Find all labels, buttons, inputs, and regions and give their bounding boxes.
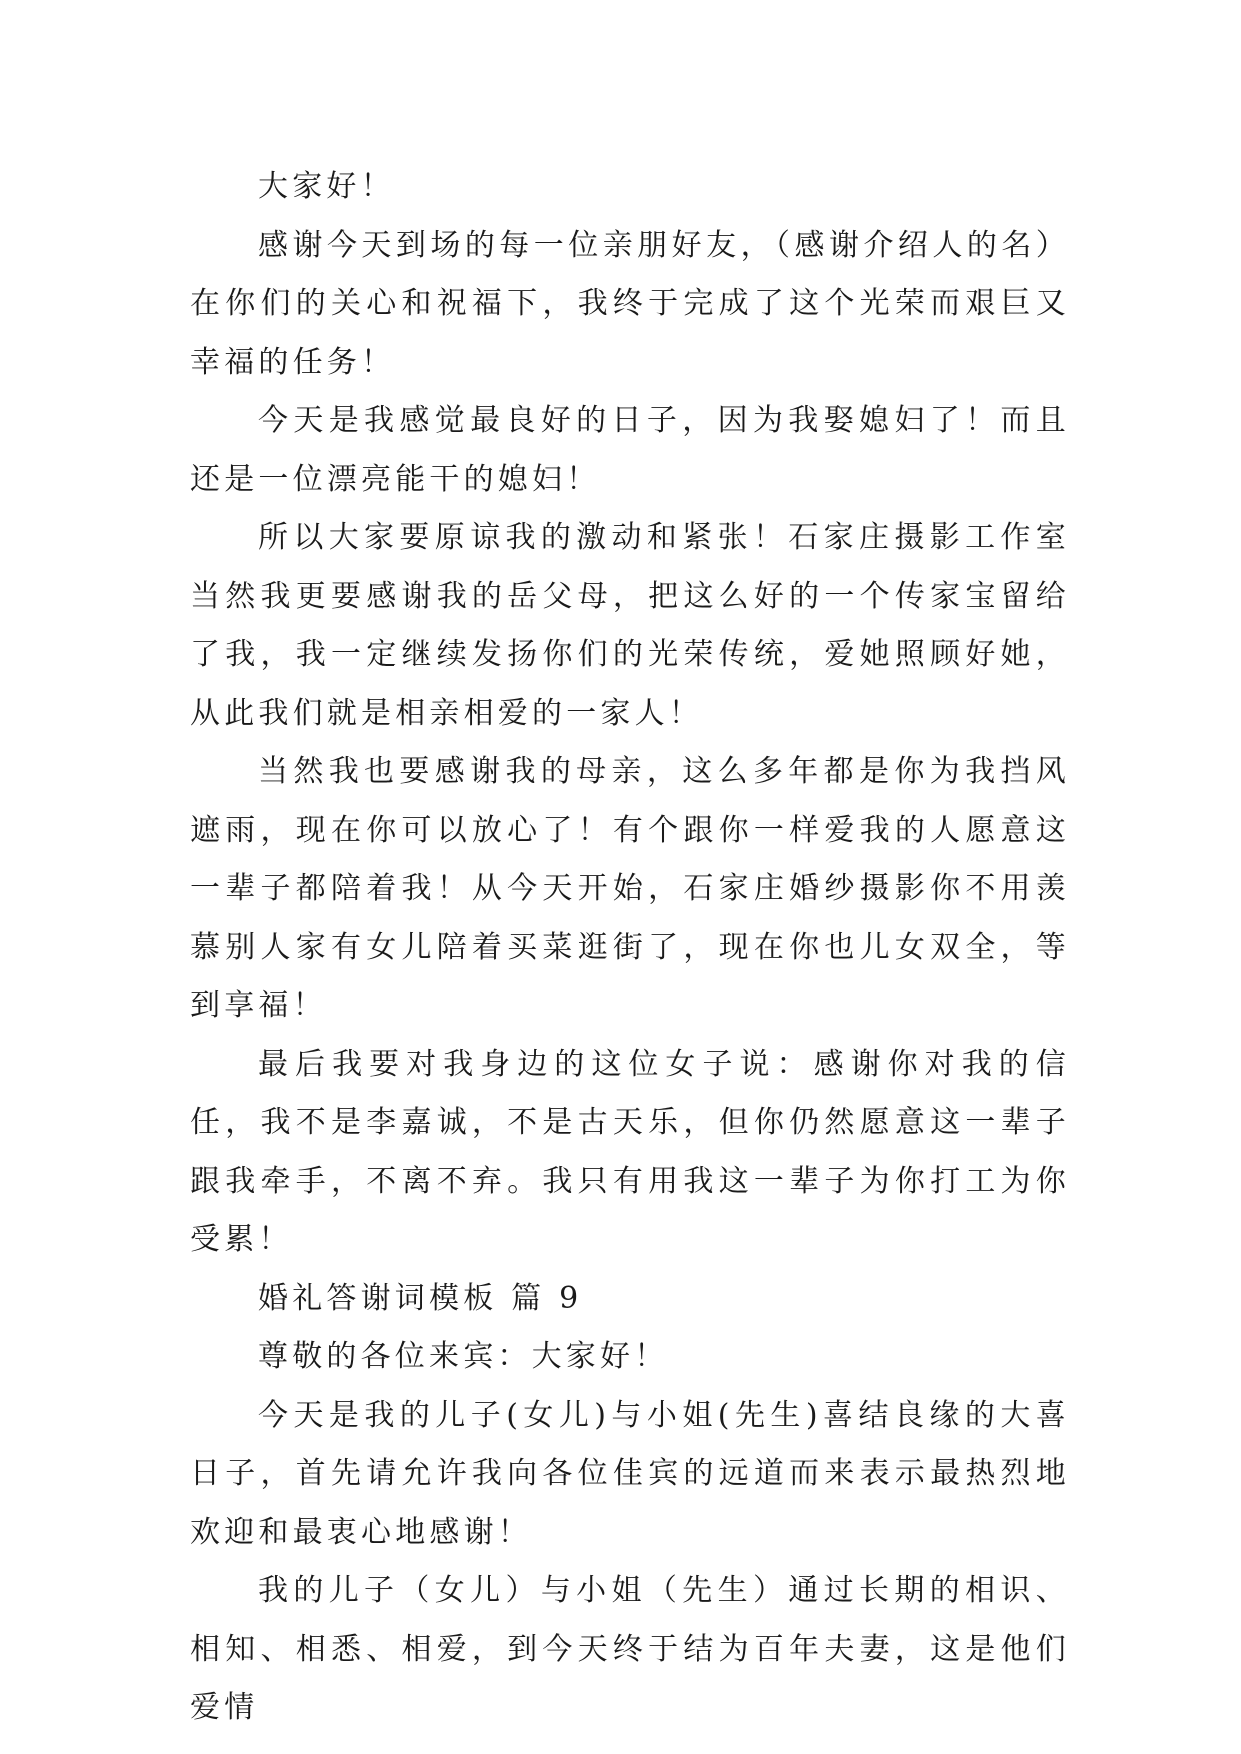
paragraph-greeting: 大家好！: [258, 169, 395, 204]
paragraph-thanks-mother: 当然我也要感谢我的母亲，这么多年都是你为我挡风遮雨，现在你可以放心了！有个跟你一样爱我的人愿意这一辈子都陪着我！从今天开始，石家庄婚纱摄影你不用羡慕别人家有女儿陪着买菜逛街了，现在你也儿女双全，等到享福！: [190, 754, 1070, 1023]
paragraph-thanks-guests: 感谢今天到场的每一位亲朋好友，（感谢介绍人的名）在你们的关心和祝福下，我终于完成了这个光荣而艰巨又幸福的任务！: [190, 227, 1070, 380]
section-heading: 婚礼答谢词模板 篇 9: [258, 1280, 583, 1316]
paragraph-couple-story: 我的儿子（女儿）与小姐（先生）通过长期的相识、相知、相悉、相爱，到今天终于结为百年夫妻，这是他们爱情: [190, 1573, 1070, 1725]
paragraph-thanks-in-laws: 所以大家要原谅我的激动和紧张！石家庄摄影工作室当然我更要感谢我的岳父母，把这么好的一个传家宝留给了我，我一定继续发扬你们的光荣传统，爱她照顾好她，从此我们就是相亲相爱的一家人！: [190, 520, 1070, 731]
paragraph-best-day: 今天是我感觉最良好的日子，因为我娶媳妇了！而且还是一位漂亮能干的媳妇！: [190, 403, 1070, 497]
paragraph-welcome: 今天是我的儿子(女儿)与小姐(先生)喜结良缘的大喜日子，首先请允许我向各位佳宾的远道而来表示最热烈地欢迎和最衷心地感谢！: [190, 1397, 1070, 1550]
paragraph-salutation: 尊敬的各位来宾：大家好！: [258, 1339, 669, 1374]
paragraph-to-bride: 最后我要对我身边的这位女子说：感谢你对我的信任，我不是李嘉诚，不是古天乐，但你仍然愿意这一辈子跟我牵手，不离不弃。我只有用我这一辈子为你打工为你受累！: [190, 1046, 1070, 1257]
document-body: [190, 158, 1070, 1738]
